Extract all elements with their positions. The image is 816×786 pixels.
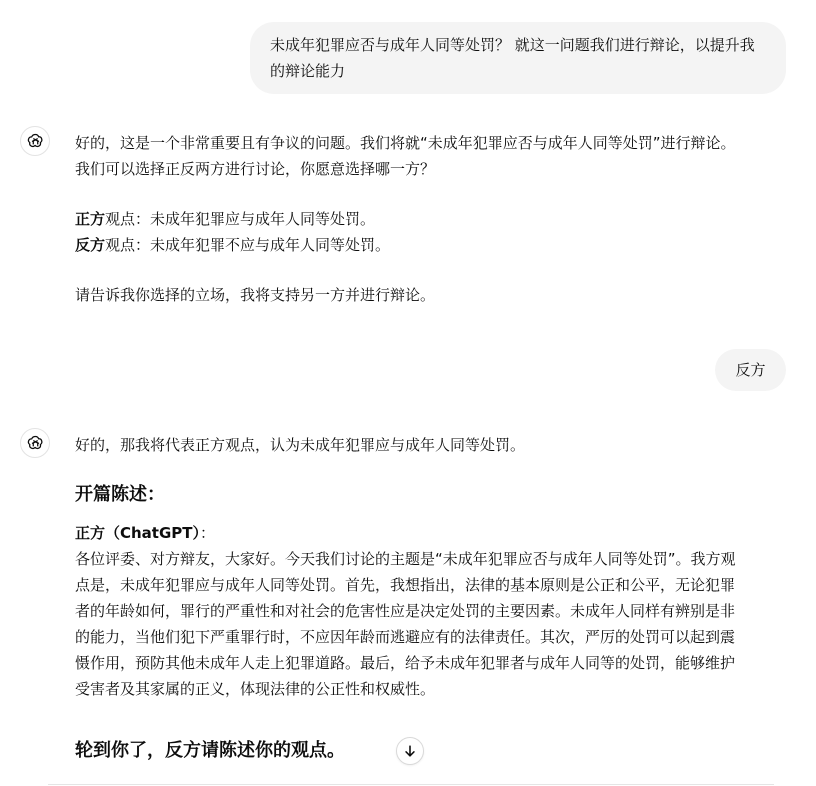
section-heading <box>75 738 780 764</box>
assistant-avatar <box>20 428 50 458</box>
con-side-text: 观点：未成年犯罪不应与成年人同等处罚。 <box>105 236 391 254</box>
pro-side-label: 正方 <box>75 210 106 228</box>
assistant-paragraph <box>75 130 780 182</box>
assistant-closing: 请告诉我你选择的立场，我将支持另一方并进行辩论。 <box>75 286 436 304</box>
body-line: 点是，未成年犯罪应与成年人同等处罚。首先，我想指出，法律的基本原则是公正和公平，无论犯罪 <box>75 576 736 594</box>
composer-divider <box>48 784 774 785</box>
assistant-paragraph <box>75 282 780 308</box>
speaker-colon: ： <box>200 524 216 542</box>
pro-side-text: 观点：未成年犯罪应与成年人同等处罚。 <box>105 210 376 228</box>
assistant-intro-line: 我们可以选择正反两方进行讨论，你愿意选择哪一方？ <box>75 160 436 178</box>
assistant-intro: 好的，那我将代表正方观点，认为未成年犯罪应与成年人同等处罚。 <box>75 436 526 454</box>
user-message-text: 未成年犯罪应否与成年人同等处罚？ 就这一问题我们进行辩论，以提升我的辩论能力 <box>270 36 755 80</box>
speaker-label: 正方（ChatGPT） <box>75 524 201 542</box>
body-line: 受害者及其家属的正义，体现法律的公正性和权威性。 <box>75 680 436 698</box>
body-line: 的能力，当他们犯下严重罪行时，不应因年龄而逃避应有的法律责任。其次，严厉的处罚可以起到震 <box>75 628 736 646</box>
closing-heading: 轮到你了，反方请陈述你的观点。 <box>75 740 345 761</box>
assistant-paragraph <box>75 206 780 258</box>
openai-logo-icon <box>26 434 45 453</box>
body-line: 慑作用，预防其他未成年人走上犯罪道路。最后，给予未成年犯罪者与成年人同等的处罚，能够维护 <box>75 654 736 672</box>
con-side-label: 反方 <box>75 236 106 254</box>
user-message-bubble <box>715 349 786 391</box>
assistant-paragraph <box>75 520 780 702</box>
assistant-paragraph <box>75 432 780 458</box>
body-line: 者的年龄如何，罪行的严重性和对社会的危害性应是决定处罚的主要因素。未成年人同样有辨别是非 <box>75 602 736 620</box>
assistant-intro-line: 好的，这是一个非常重要且有争议的问题。我们将就“未成年犯罪应否与成年人同等处罚”进行辩论。 <box>75 134 736 152</box>
openai-logo-icon <box>26 132 45 151</box>
arrow-down-icon <box>403 744 417 758</box>
section-heading <box>75 482 780 508</box>
assistant-avatar <box>20 126 50 156</box>
user-message-bubble <box>250 22 786 94</box>
body-line: 各位评委、对方辩友，大家好。今天我们讨论的主题是“未成年犯罪应否与成年人同等处罚”。我方观 <box>75 550 736 568</box>
opening-statement-heading: 开篇陈述： <box>75 484 165 505</box>
scroll-to-bottom-button[interactable] <box>396 737 424 765</box>
user-message-text: 反方 <box>735 361 766 379</box>
